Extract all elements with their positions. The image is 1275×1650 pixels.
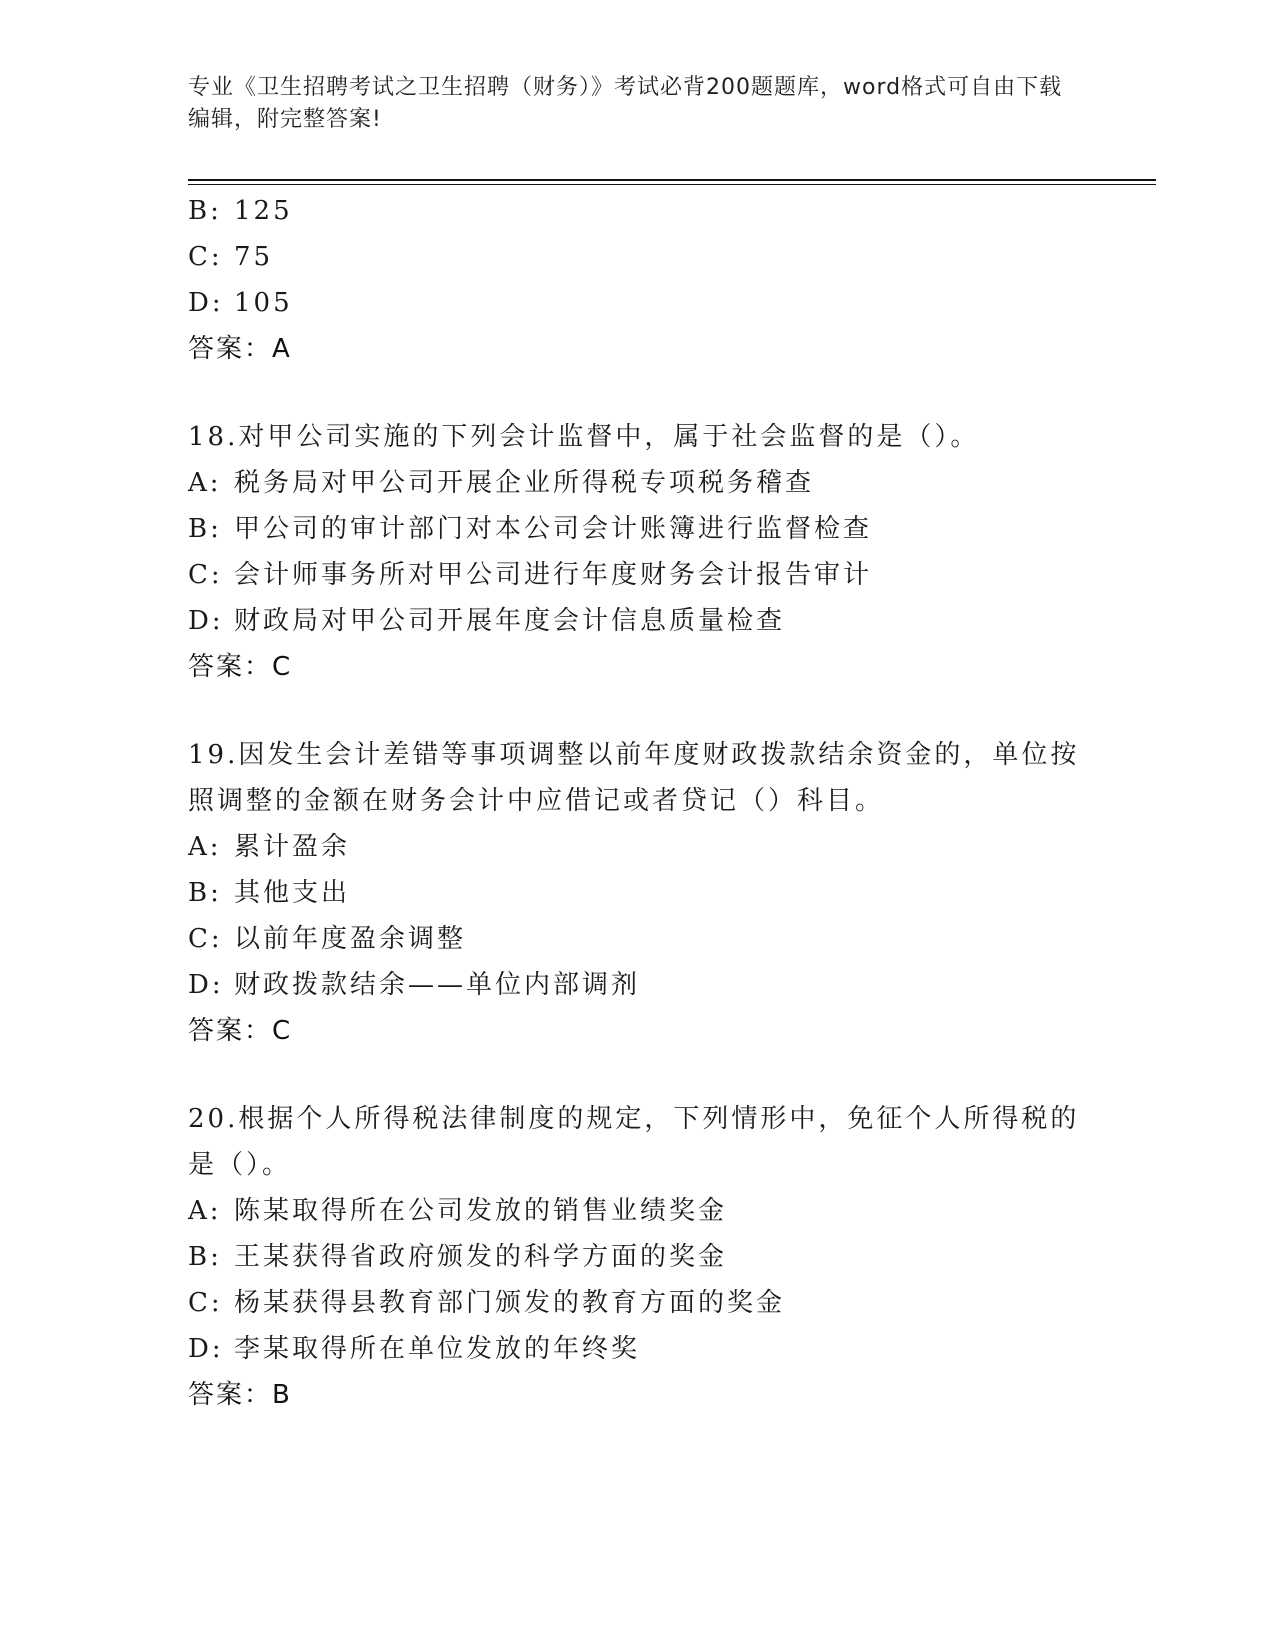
option-b — [188, 1234, 1108, 1280]
answer-line: 答案：A — [188, 334, 292, 364]
option-letter: B: — [188, 196, 222, 226]
option-d — [188, 962, 1108, 1008]
option-d — [188, 598, 1108, 644]
option-d — [188, 1326, 1108, 1372]
option-letter: C: — [188, 924, 223, 954]
option-letter: B: — [188, 514, 222, 544]
option-letter: B: — [188, 1242, 222, 1272]
document-body — [188, 188, 1108, 1418]
page-header: 专业《卫生招聘考试之卫生招聘（财务）》考试必背200题题库，word格式可自由下载编辑，附完整答案! — [188, 75, 1063, 132]
option-text: 财政拨款结余——单位内部调剂 — [234, 970, 641, 1000]
option-text: 75 — [234, 242, 274, 272]
answer-line: 答案：C — [188, 1016, 293, 1046]
option-text: 125 — [234, 196, 293, 226]
option-b — [188, 870, 1108, 916]
option-text: 105 — [234, 288, 293, 318]
option-c — [188, 234, 1108, 280]
option-letter: D: — [188, 970, 224, 1000]
option-text: 王某获得省政府颁发的科学方面的奖金 — [234, 1242, 728, 1272]
option-text: 甲公司的审计部门对本公司会计账簿进行监督检查 — [234, 514, 873, 544]
option-b — [188, 188, 1108, 234]
option-letter: C: — [188, 242, 223, 272]
question-stem: 20.根据个人所得税法律制度的规定，下列情形中，免征个人所得税的是（）。 — [188, 1104, 1080, 1180]
question-20 — [188, 1096, 1108, 1418]
option-text: 杨某获得县教育部门颁发的教育方面的奖金 — [234, 1288, 786, 1318]
option-letter: A: — [188, 832, 222, 862]
answer-line: 答案：C — [188, 652, 293, 682]
option-a — [188, 460, 1108, 506]
option-c — [188, 552, 1108, 598]
option-text: 陈某取得所在公司发放的销售业绩奖金 — [234, 1196, 728, 1226]
option-text: 李某取得所在单位发放的年终奖 — [234, 1334, 641, 1364]
option-d — [188, 280, 1108, 326]
option-letter: C: — [188, 1288, 223, 1318]
option-letter: B: — [188, 878, 222, 908]
header-divider-thin — [188, 184, 1156, 185]
question-18 — [188, 414, 1108, 690]
option-text: 财政局对甲公司开展年度会计信息质量检查 — [234, 606, 786, 636]
answer-line: 答案：B — [188, 1380, 292, 1410]
header-divider-thick — [188, 179, 1156, 181]
option-text: 其他支出 — [234, 878, 351, 908]
option-letter: A: — [188, 468, 222, 498]
option-letter: D: — [188, 606, 224, 636]
option-b — [188, 506, 1108, 552]
option-text: 税务局对甲公司开展企业所得税专项税务稽查 — [234, 468, 815, 498]
option-letter: D: — [188, 288, 224, 318]
option-a — [188, 824, 1108, 870]
option-text: 会计师事务所对甲公司进行年度财务会计报告审计 — [234, 560, 873, 590]
option-letter: C: — [188, 560, 223, 590]
option-c — [188, 916, 1108, 962]
question-stem: 18.对甲公司实施的下列会计监督中，属于社会监督的是（）。 — [188, 422, 980, 452]
question-19 — [188, 732, 1108, 1054]
continued-question — [188, 188, 1108, 372]
option-text: 累计盈余 — [234, 832, 351, 862]
question-stem: 19.因发生会计差错等事项调整以前年度财政拨款结余资金的，单位按照调整的金额在财务会计中应借记或者贷记（）科目。 — [188, 740, 1080, 816]
option-letter: D: — [188, 1334, 224, 1364]
option-c — [188, 1280, 1108, 1326]
option-letter: A: — [188, 1196, 222, 1226]
option-text: 以前年度盈余调整 — [234, 924, 467, 954]
option-a — [188, 1188, 1108, 1234]
